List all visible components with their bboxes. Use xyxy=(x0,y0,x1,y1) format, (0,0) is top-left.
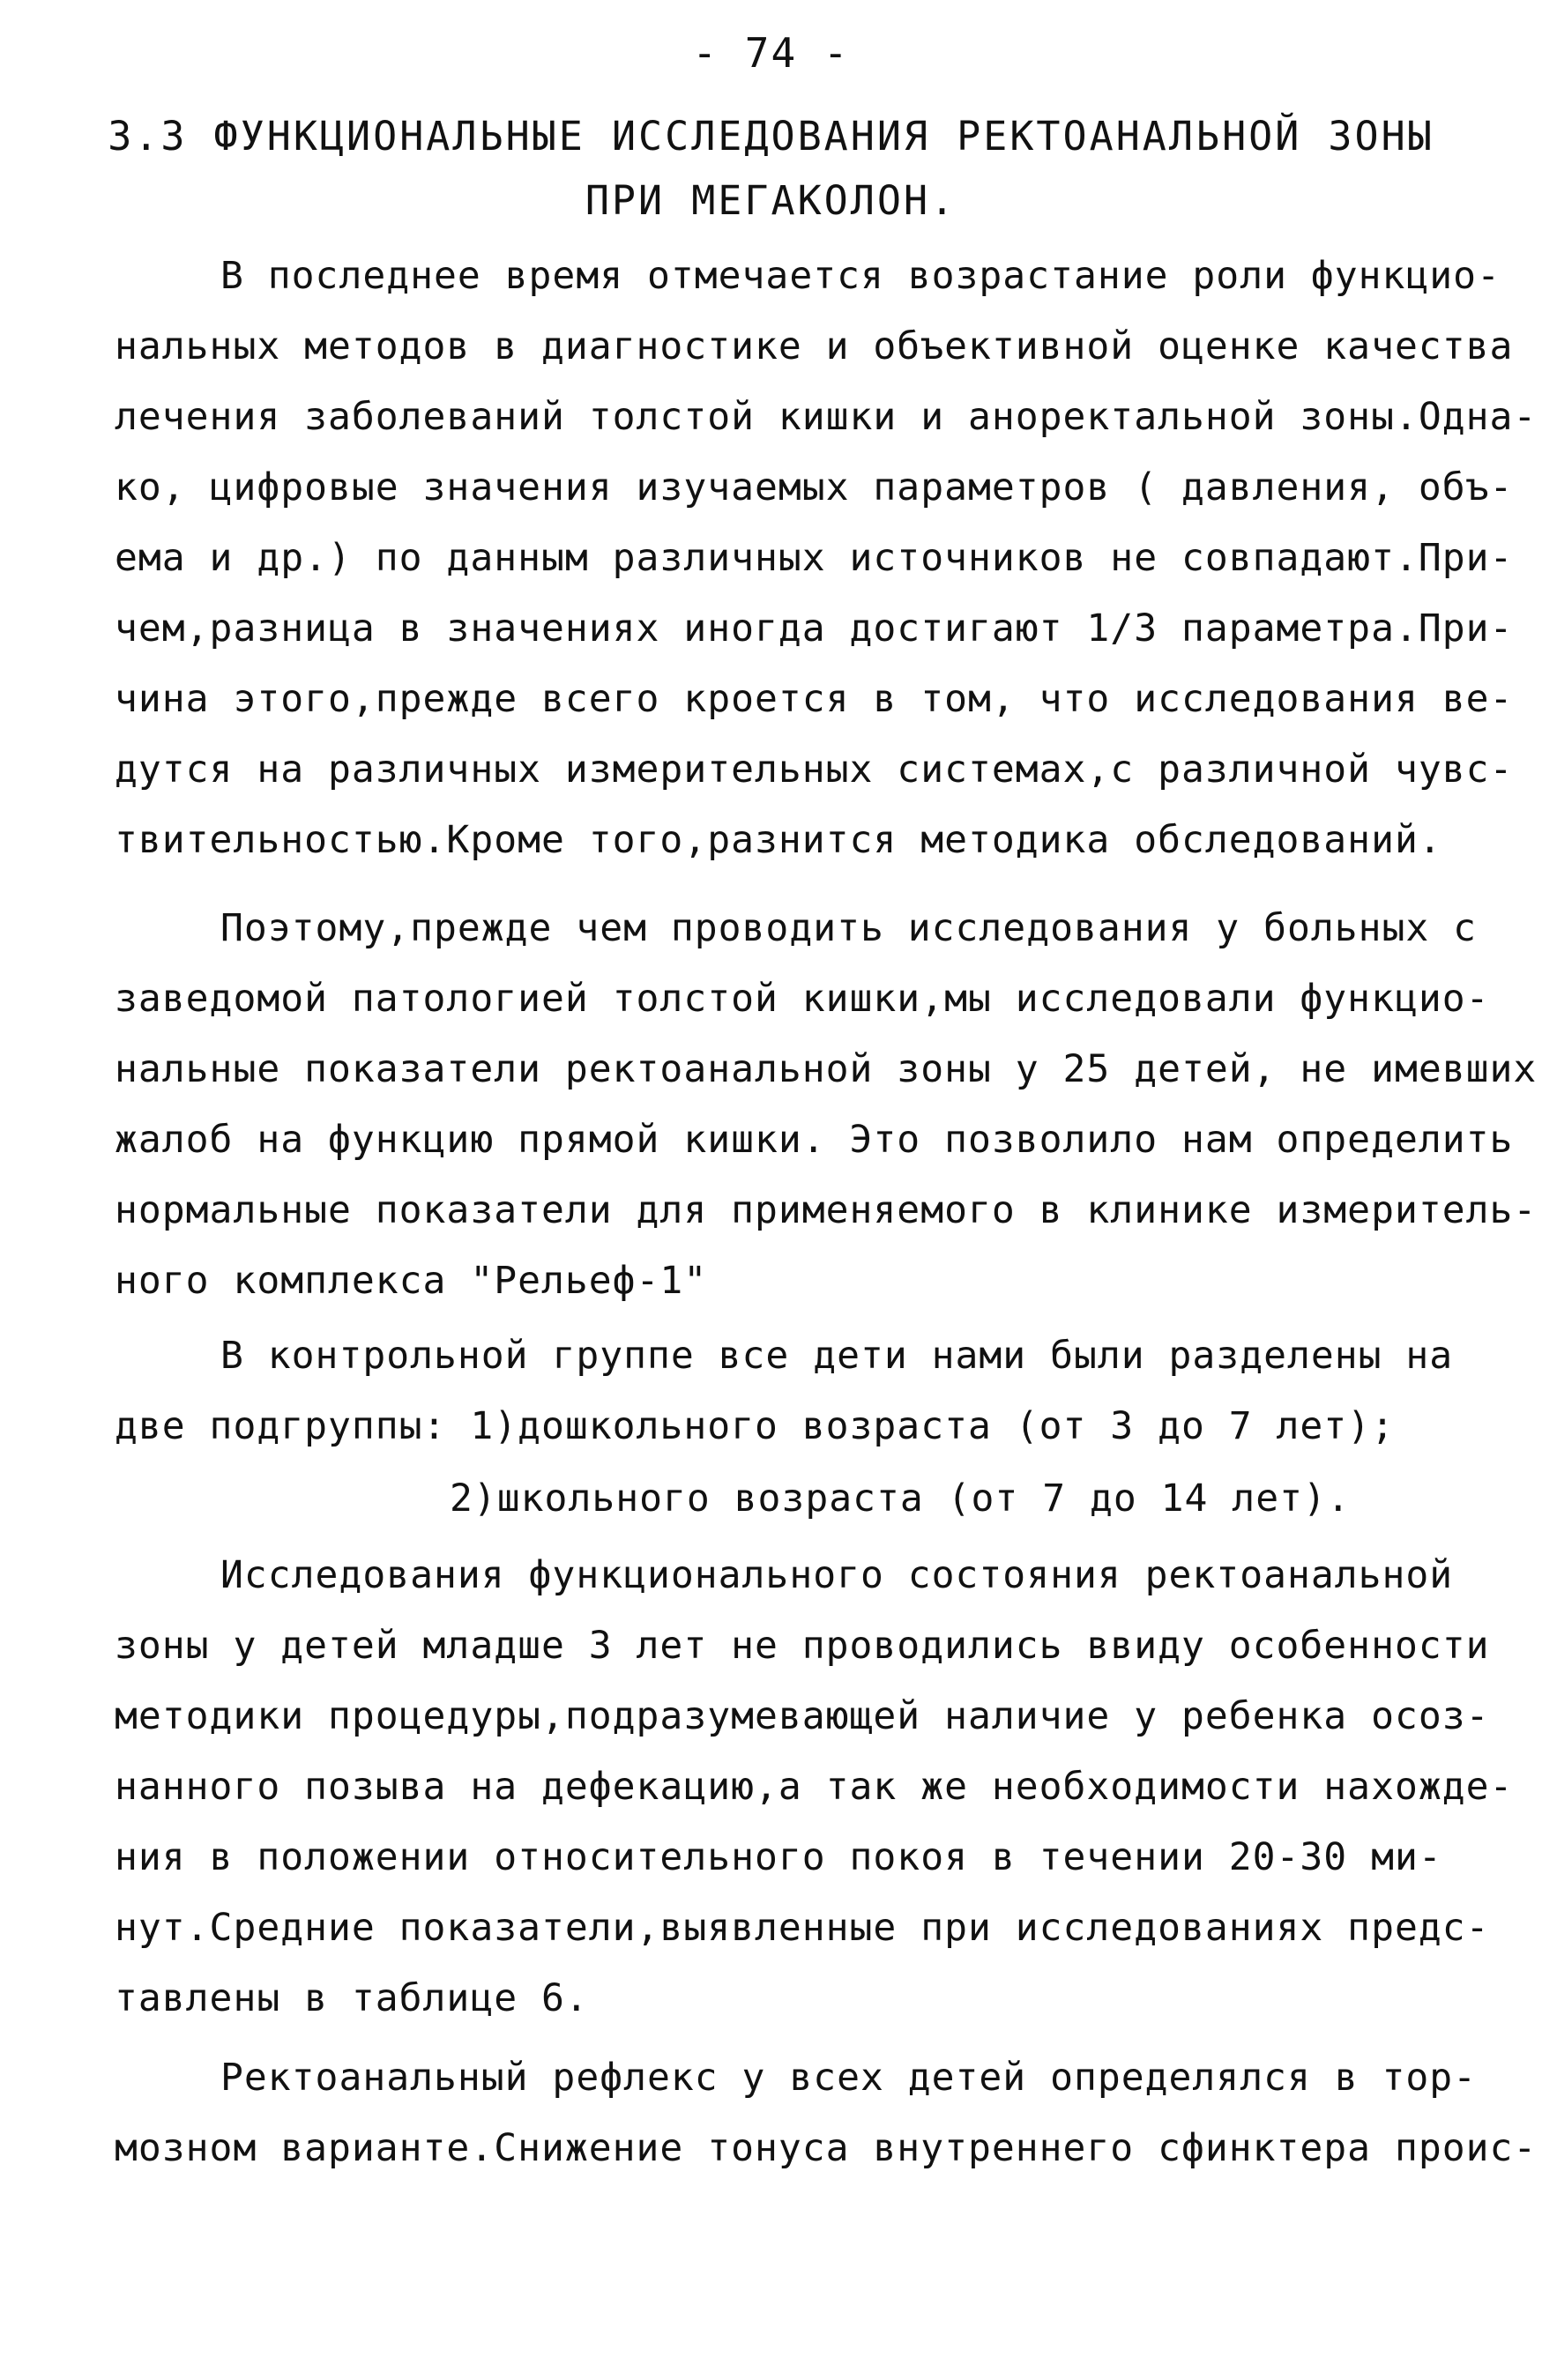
text-line: Ректоанальный рефлекс у всех детей определялся в тор- xyxy=(220,2056,1478,2100)
text-line: лечения заболеваний толстой кишки и аноректальной зоны.Одна- xyxy=(115,395,1538,439)
text-line: две подгруппы: 1)дошкольного возраста (от 3 до 7 лет); xyxy=(115,1404,1395,1448)
section-heading-line-1: 3.3 ФУНКЦИОНАЛЬНЫЕ ИССЛЕДОВАНИЯ РЕКТОАНАЛЬНОЙ ЗОНЫ xyxy=(108,113,1434,160)
text-line: нормальные показатели для применяемого в клинике измеритель- xyxy=(115,1188,1538,1232)
text-line: 2)школьного возраста (от 7 до 14 лет). xyxy=(450,1476,1351,1521)
text-line: твительностью.Кроме того,разнится методика обследований. xyxy=(115,818,1442,862)
section-heading-line-2: ПРИ МЕГАКОЛОН. xyxy=(585,177,957,224)
text-line: нальные показатели ректоанальной зоны у 25 детей, не имевших xyxy=(115,1047,1538,1091)
text-line: нут.Средние показатели,выявленные при исследованиях предс- xyxy=(115,1906,1490,1950)
page-number: - 74 - xyxy=(692,29,850,77)
text-line: чем,разница в значениях иногда достигают 1/3 параметра.При- xyxy=(115,606,1514,651)
text-line: зоны у детей младше 3 лет не проводились ввиду особенности xyxy=(115,1624,1490,1668)
text-line: ко, цифровые значения изучаемых параметров ( давления, объ- xyxy=(115,465,1514,509)
text-line: тавлены в таблице 6. xyxy=(115,1976,589,2020)
text-line: Исследования функционального состояния ректоанальной xyxy=(220,1553,1454,1597)
text-line: ного комплекса "Рельеф-1" xyxy=(115,1259,708,1303)
text-line: нальных методов в диагностике и объективной оценке качества xyxy=(115,324,1514,368)
text-line: методики процедуры,подразумевающей наличие у ребенка осоз- xyxy=(115,1694,1490,1738)
text-line: Поэтому,прежде чем проводить исследования у больных с xyxy=(220,906,1478,950)
text-line: дутся на различных измерительных системах,с различной чувс- xyxy=(115,747,1514,792)
text-line: В контрольной группе все дети нами были разделены на xyxy=(220,1334,1454,1378)
text-line: жалоб на функцию прямой кишки. Это позволило нам определить xyxy=(115,1118,1514,1162)
text-line: ния в положении относительного покоя в течении 20-30 ми- xyxy=(115,1835,1442,1879)
text-line: чина этого,прежде всего кроется в том, что исследования ве- xyxy=(115,677,1514,721)
text-line: мозном варианте.Снижение тонуса внутреннего сфинктера проис- xyxy=(115,2126,1538,2170)
text-line: ема и др.) по данным различных источников не совпадают.При- xyxy=(115,536,1514,580)
text-line: заведомой патологией толстой кишки,мы исследовали функцио- xyxy=(115,977,1490,1021)
text-line: нанного позыва на дефекацию,а так же необходимости нахожде- xyxy=(115,1765,1514,1809)
text-line: В последнее время отмечается возрастание роли функцио- xyxy=(220,254,1501,298)
